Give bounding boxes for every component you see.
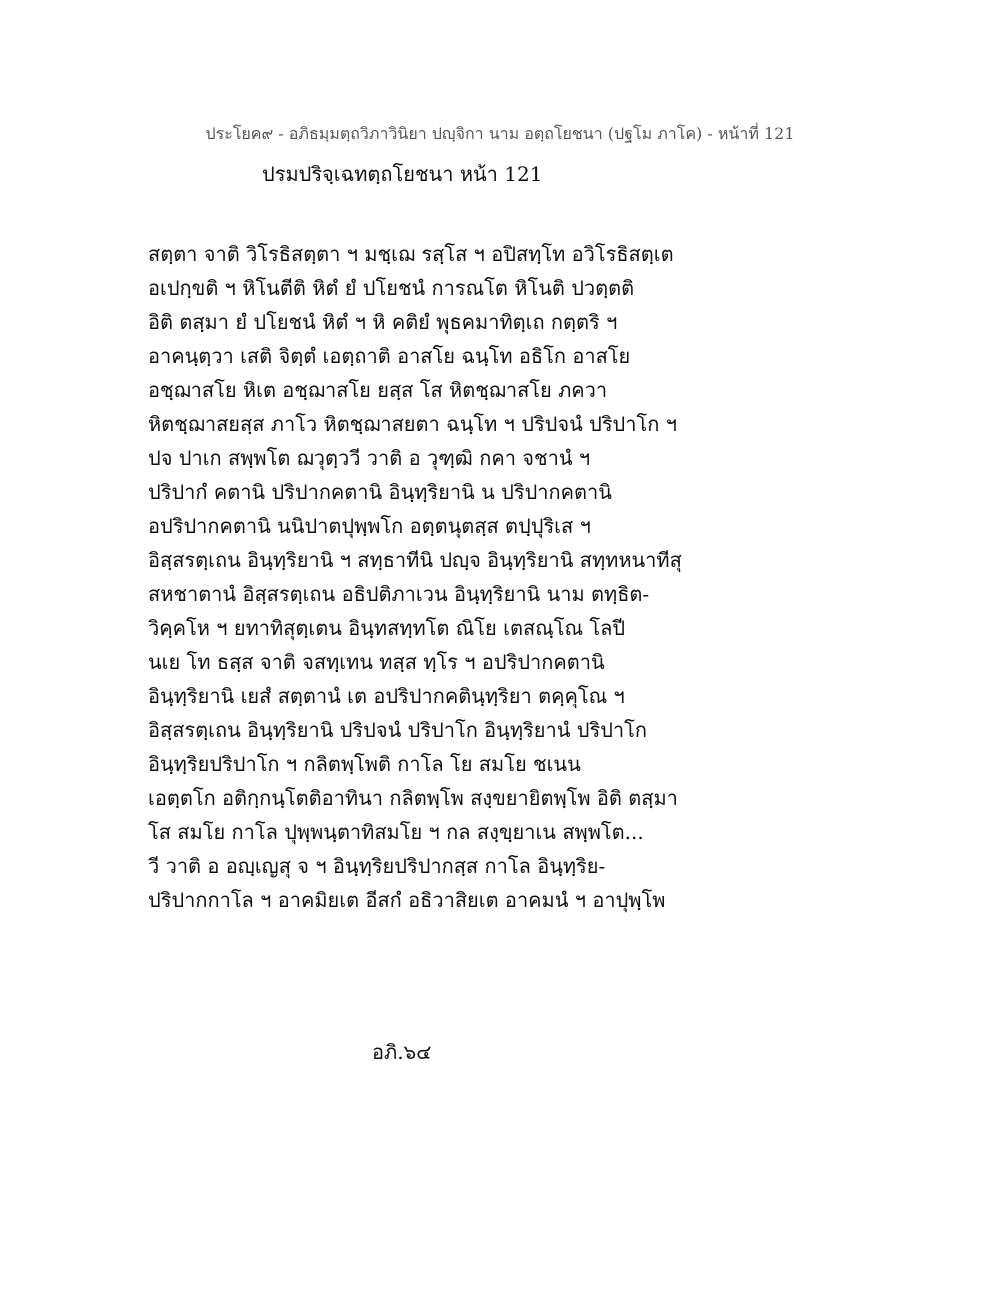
- text-line: อเปกฺขติ ฯ หิโนตีติ หิตํ ยํ ปโยชนํ การณโต หิโนติ ปวตฺตติ: [148, 276, 635, 300]
- text-line: อิติ ตสฺมา ยํ ปโยชนํ หิตํ ฯ หิ คติยํ พุธคมาทิตฺเถ กตฺตริ ฯ: [148, 310, 618, 334]
- text-line: ปริปากํ คตานิ ปริปากคตานิ อินฺทฺริยานิ น ปริปากคตานิ: [148, 480, 612, 504]
- page-code: อภิ.๖๔: [372, 1040, 432, 1064]
- text-line: วี วาติ อ อญฺเญสุ จ ฯ อินฺทฺริยปริปากสฺส กาโล อินฺทฺริย-: [148, 854, 606, 878]
- text-line: อชฺฌาสโย หิเต อชฺฌาสโย ยสฺส โส หิตชฺฌาสโย ภควา: [148, 378, 608, 402]
- text-line: หิตชฺฌาสยสฺส ภาโว หิตชฺฌาสยตา ฉนฺโท ฯ ปริปจนํ ปริปาโก ฯ: [148, 412, 677, 436]
- text-line: อิสฺสรตฺเถน อินฺทฺริยานิ ปริปจนํ ปริปาโก อินฺทฺริยานํ ปริปาโก: [148, 718, 647, 742]
- text-line: อาคนฺตฺวา เสติ จิตฺตํ เอตฺถาติ อาสโย ฉนฺโท อธิโก อาสโย: [148, 344, 631, 368]
- text-line: อิสฺสรตฺเถน อินฺทฺริยานิ ฯ สทฺธาทีนิ ปญฺจ อินฺทฺริยานิ สทฺทหนาทีสุ: [148, 548, 682, 572]
- section-title: ปรมปริจฺเฉทตฺถโยชนา หน้า 121: [262, 162, 543, 186]
- text-line: อินฺทฺริยปริปาโก ฯ กลิตพฺโพติ กาโล โย สมโย ชเนน: [148, 752, 581, 776]
- text-line: เอตฺตโก อติกฺกนฺโตติอาทินา กลิตพฺโพ สงฺขยายิตพฺโพ อิติ ตสฺมา: [148, 786, 678, 810]
- text-line: สหชาตานํ อิสฺสรตฺเถน อธิปติภาเวน อินฺทฺริยานิ นาม ตทฺธิต-: [148, 582, 650, 606]
- text-line: อปริปากคตานิ นนิปาตปุพฺพโก อตฺตนุตสฺส ตปฺปุริเส ฯ: [148, 514, 591, 538]
- text-line: อินฺทฺริยานิ เยสํ สตฺตานํ เต อปริปากคตินฺทฺริยา ตคฺคุโณ ฯ: [148, 684, 625, 708]
- text-line: สตฺตา จาติ วิโรธิสตฺตา ฯ มชฺเฌ รสฺโส ฯ อปิสทฺโท อวิโรธิสตฺเต: [148, 242, 674, 266]
- running-header: ประโยค๙ - อภิธมฺมตฺถวิภาวินิยา ปญฺจิกา นาม อตฺถโยชนา (ปฐโม ภาโค) - หน้าที่ 121: [205, 124, 795, 143]
- text-line: ปริปากกาโล ฯ อาคมิยเต อีสกํ อธิวาสิยเต อาคมนํ ฯ อาปุพฺโพ: [148, 888, 666, 912]
- text-line: นเย โท ธสฺส จาติ จสทฺเทน ทสฺส ทฺโร ฯ อปริปากคตานิ: [148, 650, 605, 674]
- text-line: ปจ ปาเก สพฺพโต ฌวุตฺววี วาติ อ วุฑฺฒิ กคา จชานํ ฯ: [148, 446, 591, 470]
- text-line: วิคฺคโห ฯ ยทาทิสุตฺเตน อินฺทสทฺทโต ณิโย เตสณฺโณ โลปี: [148, 616, 626, 640]
- body-text: [148, 237, 788, 917]
- text-line: โส สมโย กาโล ปุพฺพนฺตาทิสมโย ฯ กล สงฺขฺยาเน สพฺพโต...: [148, 820, 644, 844]
